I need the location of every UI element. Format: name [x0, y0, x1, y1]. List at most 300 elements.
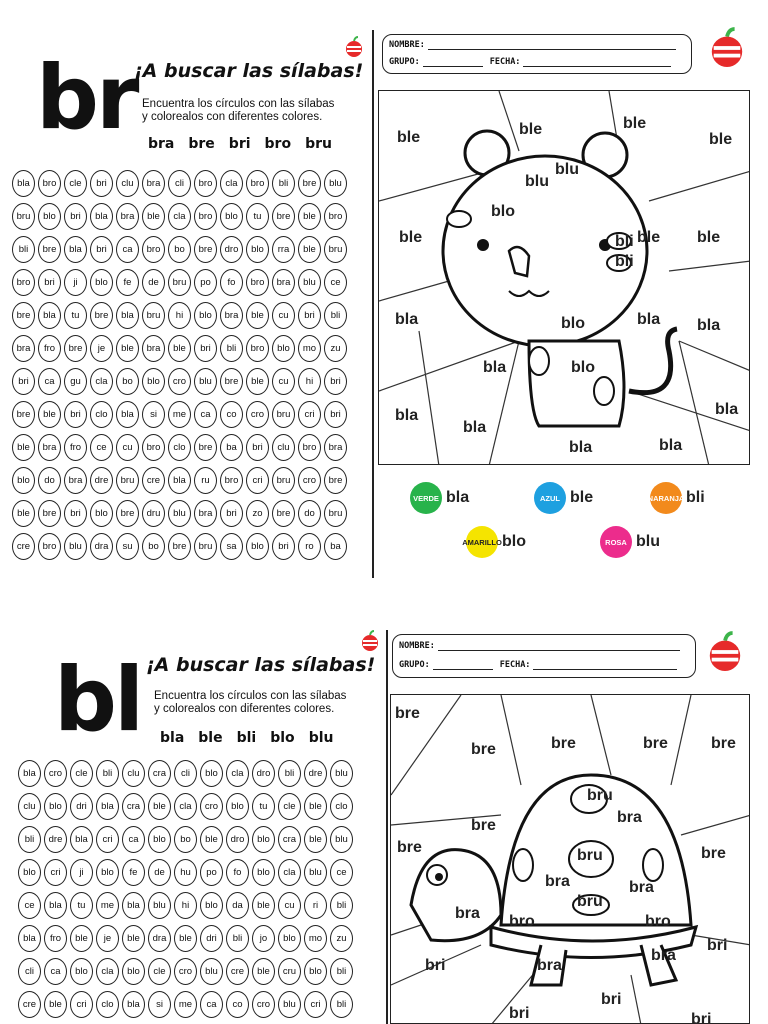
syllable-circle[interactable]: cra — [148, 760, 171, 787]
syllable-circle[interactable]: dro — [220, 236, 243, 263]
syllable-circle[interactable]: blo — [70, 958, 93, 985]
syllable-circle[interactable]: bla — [70, 826, 93, 853]
syllable-circle[interactable]: bru — [168, 269, 191, 296]
syllable-circle[interactable]: cle — [70, 760, 93, 787]
syllable-circle[interactable]: ble — [142, 203, 165, 230]
region-syllable-label: bla — [395, 311, 419, 328]
syllable-circle[interactable]: bre — [90, 302, 113, 329]
syllable-circle[interactable]: de — [148, 859, 171, 886]
syllable-circle[interactable]: fro — [64, 434, 87, 461]
syllable-circle[interactable]: blo — [252, 859, 275, 886]
syllable-circle[interactable]: bli — [226, 925, 249, 952]
syllable-circle[interactable]: bla — [18, 925, 41, 952]
syllable-circle[interactable]: bri — [90, 170, 113, 197]
syllable-circle[interactable]: ce — [18, 892, 41, 919]
target-syllable: bli — [236, 730, 257, 746]
syllable-circle[interactable]: bre — [38, 500, 61, 527]
syllable-circle[interactable]: blo — [200, 760, 223, 787]
syllable-circle[interactable]: bri — [298, 302, 321, 329]
syllable-circle[interactable]: bro — [142, 236, 165, 263]
syllable-circle[interactable]: bre — [168, 533, 191, 560]
syllable-circle[interactable]: ble — [12, 500, 35, 527]
syllable-circle[interactable]: bri — [64, 500, 87, 527]
target-syllable: bra — [148, 136, 175, 152]
syllable-circle[interactable]: bli — [330, 991, 353, 1018]
syllable-circle[interactable]: ble — [122, 925, 145, 952]
syllable-circle[interactable]: bri — [38, 269, 61, 296]
syllable-circle[interactable]: dre — [304, 760, 327, 787]
syllable-circle[interactable]: mo — [304, 925, 327, 952]
syllable-circle[interactable]: jo — [252, 925, 275, 952]
syllable-circle[interactable]: me — [96, 892, 119, 919]
color-key-syllable: blo — [502, 533, 526, 550]
region-syllable-label: bli — [615, 233, 634, 250]
syllable-circle[interactable]: cra — [122, 793, 145, 820]
syllable-circle[interactable]: bra — [116, 203, 139, 230]
coloring-picture-turtle — [390, 694, 750, 1024]
syllable-circle[interactable]: bri — [90, 236, 113, 263]
syllable-circle[interactable]: bra — [272, 269, 295, 296]
syllable-circle[interactable]: cro — [44, 760, 67, 787]
syllable-circle[interactable]: cri — [70, 991, 93, 1018]
syllable-circle[interactable]: bre — [194, 236, 217, 263]
syllable-circle[interactable]: ble — [298, 203, 321, 230]
syllable-circle[interactable]: bru — [194, 533, 217, 560]
syllable-circle[interactable]: blu — [330, 826, 353, 853]
syllable-circle[interactable]: cri — [246, 467, 269, 494]
syllable-circle[interactable]: ca — [194, 401, 217, 428]
region-syllable-label: ble — [637, 229, 661, 246]
syllable-circle[interactable]: blu — [298, 269, 321, 296]
syllable-circle[interactable]: hu — [174, 859, 197, 886]
syllable-circle[interactable]: ca — [116, 236, 139, 263]
region-syllable-label: bla — [715, 401, 739, 418]
syllable-circle[interactable]: cro — [246, 401, 269, 428]
syllable-circle[interactable]: bro — [246, 335, 269, 362]
syllable-circle[interactable]: mo — [298, 335, 321, 362]
syllable-circle[interactable]: blo — [278, 925, 301, 952]
syllable-circle[interactable]: blo — [252, 826, 275, 853]
syllable-circle[interactable]: bri — [194, 335, 217, 362]
syllable-circle[interactable]: dro — [252, 760, 275, 787]
syllable-circle[interactable]: ca — [200, 991, 223, 1018]
syllable-circle[interactable]: ri — [304, 892, 327, 919]
syllable-circle[interactable]: cu — [272, 368, 295, 395]
syllable-circle[interactable]: clu — [272, 434, 295, 461]
syllable-circle[interactable]: bla — [38, 302, 61, 329]
syllable-circle[interactable]: bla — [44, 892, 67, 919]
target-syllable: bla — [160, 730, 185, 746]
color-key-item — [462, 526, 526, 558]
name-label: NOMBRE: — [389, 40, 425, 50]
syllable-circle[interactable]: blo — [44, 793, 67, 820]
syllable-circle[interactable]: ca — [122, 826, 145, 853]
syllable-circle[interactable]: clu — [116, 170, 139, 197]
syllable-circle[interactable]: bre — [12, 401, 35, 428]
syllable-circle[interactable]: dri — [200, 925, 223, 952]
syllable-circle[interactable]: hi — [298, 368, 321, 395]
syllable-circle[interactable]: bra — [64, 467, 87, 494]
syllable-circle[interactable]: bri — [246, 434, 269, 461]
syllable-circle[interactable]: cla — [168, 203, 191, 230]
instructions-line-1: Encuentra los círculos con las sílabas — [142, 98, 335, 110]
syllable-circle[interactable]: cli — [168, 170, 191, 197]
syllable-circle[interactable]: bru — [116, 467, 139, 494]
syllable-circle[interactable]: blo — [90, 500, 113, 527]
syllable-circle[interactable]: blu — [168, 500, 191, 527]
syllable-circle[interactable]: cla — [220, 170, 243, 197]
syllable-circle[interactable]: cle — [278, 793, 301, 820]
syllable-circle[interactable]: si — [142, 401, 165, 428]
syllable-circle[interactable]: blu — [194, 368, 217, 395]
syllable-circle[interactable]: bro — [12, 269, 35, 296]
syllable-circle[interactable]: bru — [272, 401, 295, 428]
syllable-circle[interactable]: bri — [272, 533, 295, 560]
syllable-circle[interactable]: bri — [12, 368, 35, 395]
syllable-circle[interactable]: zu — [324, 335, 347, 362]
syllable-circle[interactable]: bre — [272, 203, 295, 230]
syllable-circle[interactable]: cro — [174, 958, 197, 985]
syllable-circle[interactable]: bli — [330, 892, 353, 919]
syllable-circle[interactable]: blo — [220, 203, 243, 230]
syllable-circle[interactable]: blu — [200, 958, 223, 985]
syllable-circle[interactable]: cri — [298, 401, 321, 428]
syllable-circle[interactable]: bla — [18, 760, 41, 787]
syllable-circle[interactable]: blo — [96, 859, 119, 886]
syllable-circle[interactable]: bre — [194, 434, 217, 461]
syllable-circle[interactable]: cre — [142, 467, 165, 494]
syllable-circle[interactable]: ble — [70, 925, 93, 952]
syllable-circle[interactable]: hi — [174, 892, 197, 919]
color-swatch-icon: NARANJA — [650, 482, 682, 514]
syllable-circle[interactable]: bro — [220, 467, 243, 494]
syllable-circle[interactable]: bro — [246, 269, 269, 296]
syllable-circle[interactable]: fro — [38, 335, 61, 362]
syllable-circle[interactable]: blu — [324, 170, 347, 197]
syllable-circle[interactable]: bri — [324, 401, 347, 428]
syllable-circle[interactable]: bla — [90, 203, 113, 230]
syllable-circle[interactable]: da — [226, 892, 249, 919]
syllable-circle[interactable]: ce — [330, 859, 353, 886]
syllable-circle[interactable]: ble — [200, 826, 223, 853]
syllable-circle[interactable]: zo — [246, 500, 269, 527]
big-letters: bl — [54, 648, 142, 751]
syllable-circle[interactable]: bli — [220, 335, 243, 362]
color-swatch-icon: AMARILLO — [466, 526, 498, 558]
syllable-circle[interactable]: bru — [324, 236, 347, 263]
syllable-circle[interactable]: bla — [116, 401, 139, 428]
syllable-circle[interactable]: blo — [246, 533, 269, 560]
syllable-circle[interactable]: clo — [168, 434, 191, 461]
syllable-circle[interactable]: bli — [278, 760, 301, 787]
syllable-circle[interactable]: bla — [122, 991, 145, 1018]
syllable-circle[interactable]: po — [194, 269, 217, 296]
syllable-circle[interactable]: bro — [142, 434, 165, 461]
syllable-circle[interactable]: clo — [90, 401, 113, 428]
syllable-circle[interactable]: bra — [220, 302, 243, 329]
syllable-circle[interactable]: cra — [278, 826, 301, 853]
syllable-circle[interactable]: cre — [226, 958, 249, 985]
syllable-circle[interactable]: bro — [324, 203, 347, 230]
worksheet-title: ¡A buscar las sílabas! — [134, 60, 364, 82]
syllable-circle[interactable]: po — [200, 859, 223, 886]
syllable-circle[interactable]: ble — [252, 958, 275, 985]
region-syllable-label: bri — [601, 991, 622, 1008]
syllable-circle[interactable]: ble — [174, 925, 197, 952]
syllable-circle[interactable]: ble — [304, 826, 327, 853]
syllable-circle[interactable]: blo — [272, 335, 295, 362]
syllable-circle[interactable]: bre — [12, 302, 35, 329]
region-syllable-label: bli — [615, 253, 634, 270]
syllable-circle[interactable]: je — [90, 335, 113, 362]
syllable-circle[interactable]: clo — [96, 991, 119, 1018]
syllable-circle[interactable]: cru — [278, 958, 301, 985]
syllable-circle[interactable]: clo — [330, 793, 353, 820]
syllable-circle[interactable]: ble — [44, 991, 67, 1018]
target-syllable: blu — [308, 730, 334, 746]
syllable-circle[interactable]: dra — [90, 533, 113, 560]
syllable-circle[interactable]: cro — [168, 368, 191, 395]
syllable-circle[interactable]: ble — [168, 335, 191, 362]
syllable-circle[interactable]: cro — [252, 991, 275, 1018]
syllable-circle[interactable]: cle — [148, 958, 171, 985]
syllable-circle[interactable]: bre — [64, 335, 87, 362]
syllable-circle[interactable]: bla — [168, 467, 191, 494]
syllable-circle[interactable]: cle — [64, 170, 87, 197]
syllable-circle[interactable]: blo — [142, 368, 165, 395]
syllable-circle[interactable]: bra — [142, 170, 165, 197]
syllable-circle[interactable]: dru — [142, 500, 165, 527]
syllable-circle[interactable]: clu — [122, 760, 145, 787]
syllable-circle[interactable]: me — [174, 991, 197, 1018]
syllable-circle[interactable]: ble — [246, 302, 269, 329]
color-key-syllable: ble — [570, 489, 594, 506]
worksheet-title: ¡A buscar las sílabas! — [146, 654, 376, 676]
syllable-circle[interactable]: ble — [252, 892, 275, 919]
syllable-circle[interactable]: bro — [246, 170, 269, 197]
syllable-circle[interactable]: bre — [220, 368, 243, 395]
syllable-circle[interactable]: blo — [38, 203, 61, 230]
syllable-circle[interactable]: fro — [44, 925, 67, 952]
syllable-circle[interactable]: bru — [324, 500, 347, 527]
syllable-circle[interactable]: dra — [148, 925, 171, 952]
syllable-circle[interactable]: co — [220, 401, 243, 428]
syllable-circle[interactable]: cro — [200, 793, 223, 820]
syllable-circle[interactable]: ble — [298, 236, 321, 263]
syllable-circle[interactable]: ble — [12, 434, 35, 461]
syllable-circle[interactable]: ji — [64, 269, 87, 296]
syllable-circle[interactable]: gu — [64, 368, 87, 395]
region-syllable-label: ble — [399, 229, 423, 246]
syllable-circle[interactable]: cri — [96, 826, 119, 853]
syllable-circle[interactable]: blo — [148, 826, 171, 853]
syllable-circle[interactable]: cu — [116, 434, 139, 461]
syllable-circle[interactable]: blo — [246, 236, 269, 263]
region-syllable-label: bri — [691, 1011, 712, 1024]
syllable-circle[interactable]: bre — [38, 236, 61, 263]
syllable-circle[interactable]: blu — [304, 859, 327, 886]
name-label: NOMBRE: — [399, 641, 435, 651]
syllable-circle[interactable]: blo — [122, 958, 145, 985]
syllable-circle[interactable]: ble — [148, 793, 171, 820]
syllable-circle[interactable]: dri — [70, 793, 93, 820]
syllable-circle[interactable]: bli — [12, 236, 35, 263]
syllable-circle[interactable]: cli — [18, 958, 41, 985]
syllable-circle[interactable]: bo — [116, 368, 139, 395]
syllable-circle[interactable]: sa — [220, 533, 243, 560]
syllable-circle[interactable]: ce — [90, 434, 113, 461]
syllable-circle[interactable]: tu — [246, 203, 269, 230]
instructions — [142, 98, 334, 124]
syllable-circle[interactable]: bla — [116, 302, 139, 329]
syllable-circle[interactable]: fe — [122, 859, 145, 886]
syllable-circle[interactable]: co — [226, 991, 249, 1018]
syllable-circle[interactable]: cla — [90, 368, 113, 395]
syllable-circle[interactable]: blu — [148, 892, 171, 919]
syllable-circle[interactable]: dre — [90, 467, 113, 494]
syllable-circle[interactable]: bre — [324, 467, 347, 494]
syllable-circle[interactable]: ble — [246, 368, 269, 395]
syllable-circle[interactable]: bra — [194, 500, 217, 527]
syllable-circle[interactable]: tu — [64, 302, 87, 329]
group-label: GRUPO: — [399, 660, 430, 670]
syllable-circle[interactable]: ji — [70, 859, 93, 886]
syllable-circle[interactable]: do — [38, 467, 61, 494]
syllable-circle[interactable]: blo — [226, 793, 249, 820]
target-syllable: bre — [188, 136, 215, 152]
syllable-circle[interactable]: cri — [44, 859, 67, 886]
syllable-circle[interactable]: bla — [122, 892, 145, 919]
syllable-circle[interactable]: ba — [220, 434, 243, 461]
syllable-circle[interactable]: cu — [278, 892, 301, 919]
syllable-circle[interactable]: bo — [174, 826, 197, 853]
syllable-circle[interactable]: si — [148, 991, 171, 1018]
syllable-circle[interactable]: fo — [226, 859, 249, 886]
syllable-circle[interactable]: bra — [324, 434, 347, 461]
syllable-circle[interactable]: dre — [44, 826, 67, 853]
syllable-circle[interactable]: bra — [38, 434, 61, 461]
syllable-circle[interactable]: rra — [272, 236, 295, 263]
region-syllable-label: blo — [571, 359, 595, 376]
syllable-circle[interactable]: me — [168, 401, 191, 428]
syllable-circle[interactable]: bre — [116, 500, 139, 527]
syllable-circle[interactable]: bla — [12, 170, 35, 197]
syllable-circle[interactable]: ble — [38, 401, 61, 428]
syllable-circle[interactable]: cu — [272, 302, 295, 329]
syllable-circle[interactable]: su — [116, 533, 139, 560]
syllable-circle[interactable]: cla — [226, 760, 249, 787]
target-syllable: bri — [228, 136, 251, 152]
syllable-circle[interactable]: bri — [64, 203, 87, 230]
syllable-circle[interactable]: bra — [142, 335, 165, 362]
syllable-circle[interactable]: bro — [194, 170, 217, 197]
syllable-circle[interactable]: hi — [168, 302, 191, 329]
syllable-circle[interactable]: cri — [304, 991, 327, 1018]
syllable-circle[interactable]: cla — [278, 859, 301, 886]
syllable-circle[interactable]: tu — [70, 892, 93, 919]
syllable-circle[interactable]: clu — [18, 793, 41, 820]
syllable-circle[interactable]: je — [96, 925, 119, 952]
syllable-circle[interactable]: cro — [298, 467, 321, 494]
syllable-circle[interactable]: bli — [96, 760, 119, 787]
syllable-circle[interactable]: do — [298, 500, 321, 527]
syllable-circle[interactable]: cre — [18, 991, 41, 1018]
syllable-circle[interactable]: fo — [220, 269, 243, 296]
syllable-circle[interactable]: blo — [90, 269, 113, 296]
syllable-circle[interactable]: ro — [298, 533, 321, 560]
syllable-circle[interactable]: ca — [38, 368, 61, 395]
syllable-circle[interactable]: de — [142, 269, 165, 296]
syllable-circle[interactable]: dro — [226, 826, 249, 853]
syllable-circle[interactable]: bre — [298, 170, 321, 197]
syllable-circle[interactable]: cli — [174, 760, 197, 787]
syllable-circle[interactable]: bo — [142, 533, 165, 560]
syllable-circle[interactable]: blo — [12, 467, 35, 494]
syllable-circle[interactable]: bri — [324, 368, 347, 395]
syllable-circle[interactable]: bru — [142, 302, 165, 329]
syllable-circle[interactable]: ble — [304, 793, 327, 820]
target-syllable: bro — [264, 136, 292, 152]
syllable-circle[interactable]: ba — [324, 533, 347, 560]
color-swatch-icon: ROSA — [600, 526, 632, 558]
syllable-circle[interactable]: blu — [64, 533, 87, 560]
color-swatch-icon: VERDE — [410, 482, 442, 514]
syllable-circle[interactable]: cla — [96, 958, 119, 985]
syllable-circle[interactable]: cla — [174, 793, 197, 820]
syllable-circle[interactable]: blo — [200, 892, 223, 919]
syllable-circle[interactable]: bro — [38, 533, 61, 560]
syllable-circle[interactable]: bru — [272, 467, 295, 494]
syllable-circle[interactable]: tu — [252, 793, 275, 820]
syllable-circle[interactable]: bro — [38, 170, 61, 197]
syllable-circle[interactable]: ce — [324, 269, 347, 296]
syllable-circle[interactable]: bla — [96, 793, 119, 820]
syllable-circle[interactable]: blo — [194, 302, 217, 329]
region-syllable-label: bre — [643, 735, 668, 752]
syllable-circle[interactable]: ca — [44, 958, 67, 985]
syllable-circle[interactable]: blu — [278, 991, 301, 1018]
syllable-circle[interactable]: ble — [116, 335, 139, 362]
syllable-circle[interactable]: blo — [304, 958, 327, 985]
syllable-circle[interactable]: bre — [272, 500, 295, 527]
syllable-circle[interactable]: blu — [330, 760, 353, 787]
divider — [386, 630, 388, 1024]
syllable-circle[interactable]: bo — [168, 236, 191, 263]
syllable-circle[interactable]: bra — [12, 335, 35, 362]
region-syllable-label: bre — [397, 839, 422, 856]
syllable-circle[interactable]: bla — [64, 236, 87, 263]
syllable-circle[interactable]: bro — [298, 434, 321, 461]
region-syllable-label: bro — [509, 913, 535, 930]
syllable-circle[interactable]: bri — [64, 401, 87, 428]
syllable-circle[interactable]: zu — [330, 925, 353, 952]
syllable-circle[interactable]: bli — [272, 170, 295, 197]
syllable-circle[interactable]: cre — [12, 533, 35, 560]
syllable-circle[interactable]: bri — [220, 500, 243, 527]
region-syllable-label: bru — [587, 787, 613, 804]
syllable-circle[interactable]: bli — [324, 302, 347, 329]
color-key-syllable: bli — [686, 489, 705, 506]
syllable-circle[interactable]: bru — [12, 203, 35, 230]
syllable-circle[interactable]: bro — [194, 203, 217, 230]
target-syllables — [160, 730, 333, 746]
syllable-circle[interactable]: bli — [330, 958, 353, 985]
syllable-circle[interactable]: fe — [116, 269, 139, 296]
syllable-circle[interactable]: blo — [18, 859, 41, 886]
syllable-circle[interactable]: ru — [194, 467, 217, 494]
syllable-circle[interactable]: bli — [18, 826, 41, 853]
region-syllable-label: bra — [455, 905, 480, 922]
